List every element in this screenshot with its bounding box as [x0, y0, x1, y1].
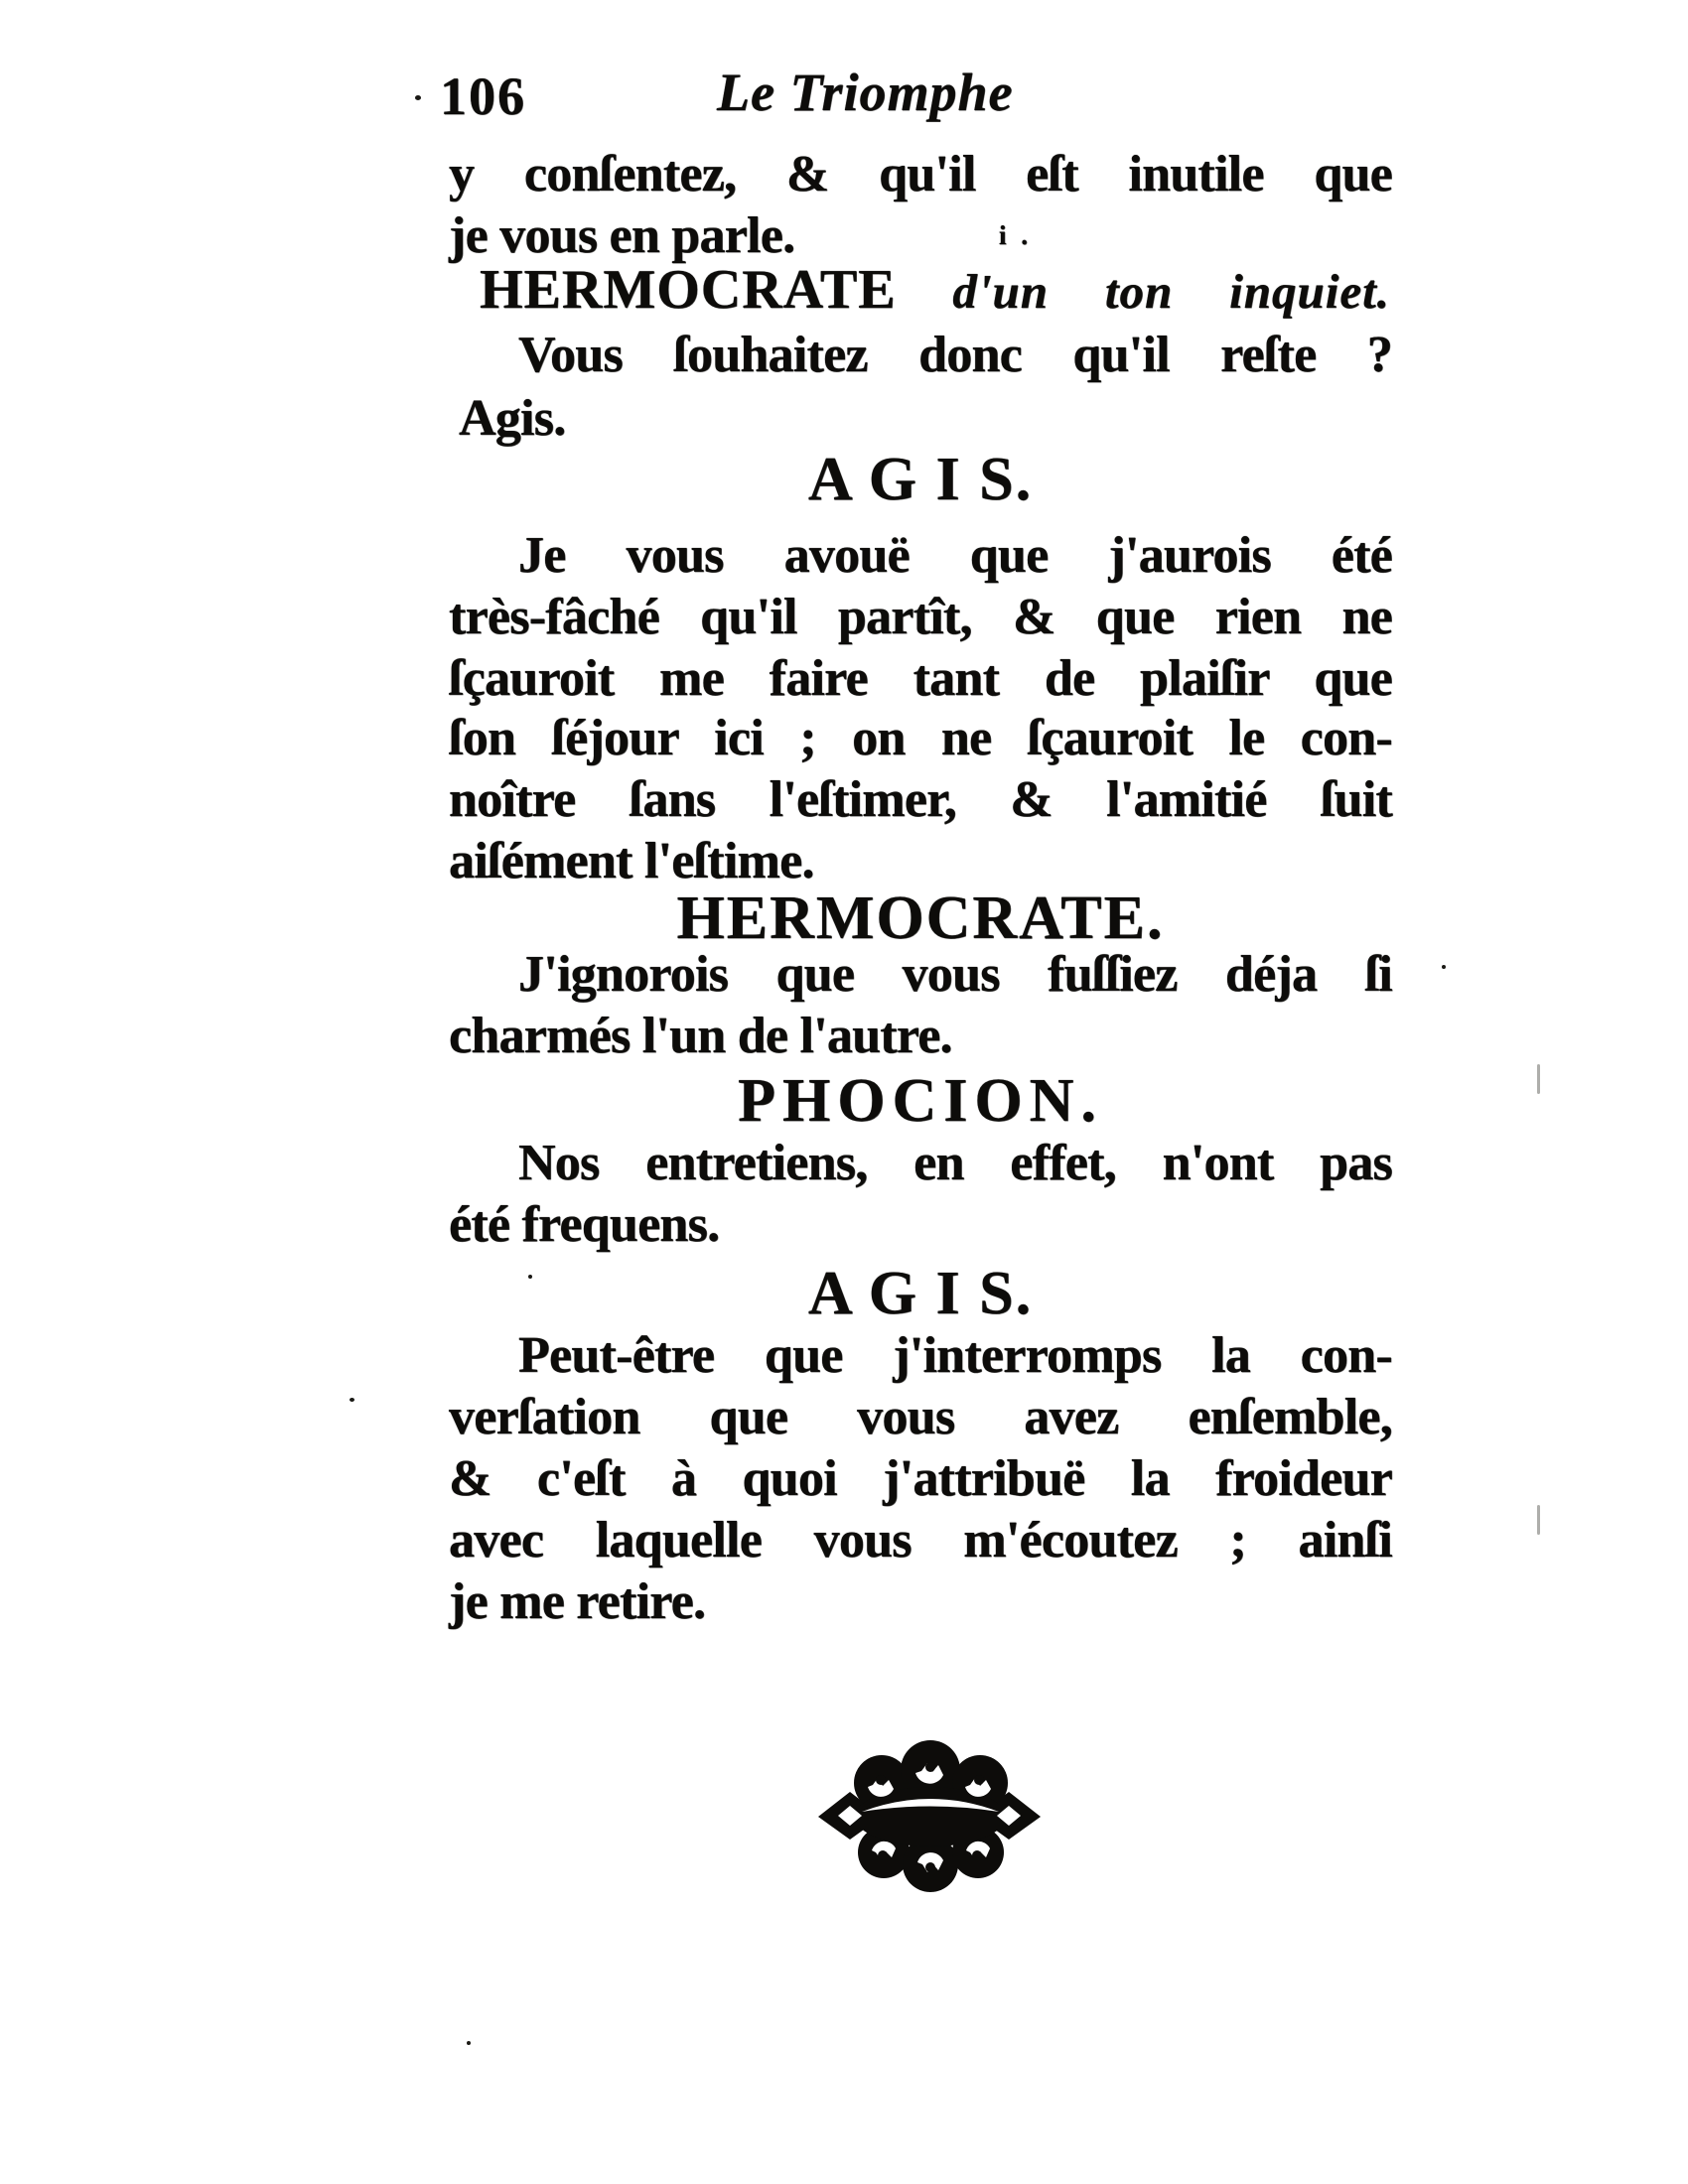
body-line: ſçauroit me faire tant de plaiſir que [449, 650, 1392, 707]
body-line: Je vous avouë que j'aurois été [518, 527, 1392, 584]
body-line: y conſentez, & qu'il eſt inutile que [449, 146, 1392, 203]
body-line: Peut-être que j'interromps la con- [518, 1327, 1392, 1384]
body-line: Agis. [459, 390, 566, 447]
body-line: noître ſans l'eſtimer, & l'amitié ſuit [449, 771, 1392, 828]
speaker-heading-hermocrate: HERMOCRATE. [676, 885, 1165, 952]
speaker-line [480, 260, 1390, 322]
speaker-heading-agis: A G I S. [807, 446, 1034, 513]
body-line: été frequens. [449, 1196, 720, 1253]
speaker-heading-phocion: PHOCION. [738, 1067, 1103, 1135]
body-line: J'ignorois que vous fuſſiez déja ſi [518, 946, 1392, 1003]
speaker-name: HERMOCRATE [480, 259, 897, 321]
page-number: 106 [440, 67, 526, 126]
running-title: Le Triomphe [717, 63, 1014, 122]
body-line: Vous ſouhaitez donc qu'il reſte ? [518, 327, 1392, 383]
body-line: je me retire. [449, 1573, 706, 1630]
body-line: avec laquelle vous m'écoutez ; ainſi [449, 1512, 1392, 1569]
fleuron-ornament [812, 1729, 1047, 1905]
body-line: très-fâché qu'il partît, & que rien ne [449, 589, 1392, 645]
scan-bleed-mark [1537, 1064, 1540, 1094]
body-line: verſation que vous avez enſemble, [449, 1389, 1392, 1445]
body-line: & c'eſt à quoi j'attribuë la froideur [449, 1450, 1392, 1507]
speaker-heading-agis: A G I S. [807, 1260, 1034, 1327]
scan-bleed-mark [1537, 1505, 1540, 1535]
body-line: charmés l'un de l'autre. [449, 1008, 952, 1064]
body-line: je vous en parle. [449, 207, 795, 264]
body-line: aiſément l'eſtime. [449, 833, 814, 889]
scan-artifact-mark: i . [999, 220, 1033, 250]
scan-speck [350, 1398, 354, 1402]
scan-speck [528, 1275, 532, 1279]
scan-speck [1442, 965, 1446, 969]
body-line: Nos entretiens, en effet, n'ont pas [518, 1135, 1392, 1191]
stage-direction: d'un ton inquiet. [952, 264, 1391, 319]
body-line: ſon ſéjour ici ; on ne ſçauroit le con- [449, 710, 1392, 766]
scan-speck [415, 95, 421, 100]
scan-speck [467, 2041, 471, 2045]
